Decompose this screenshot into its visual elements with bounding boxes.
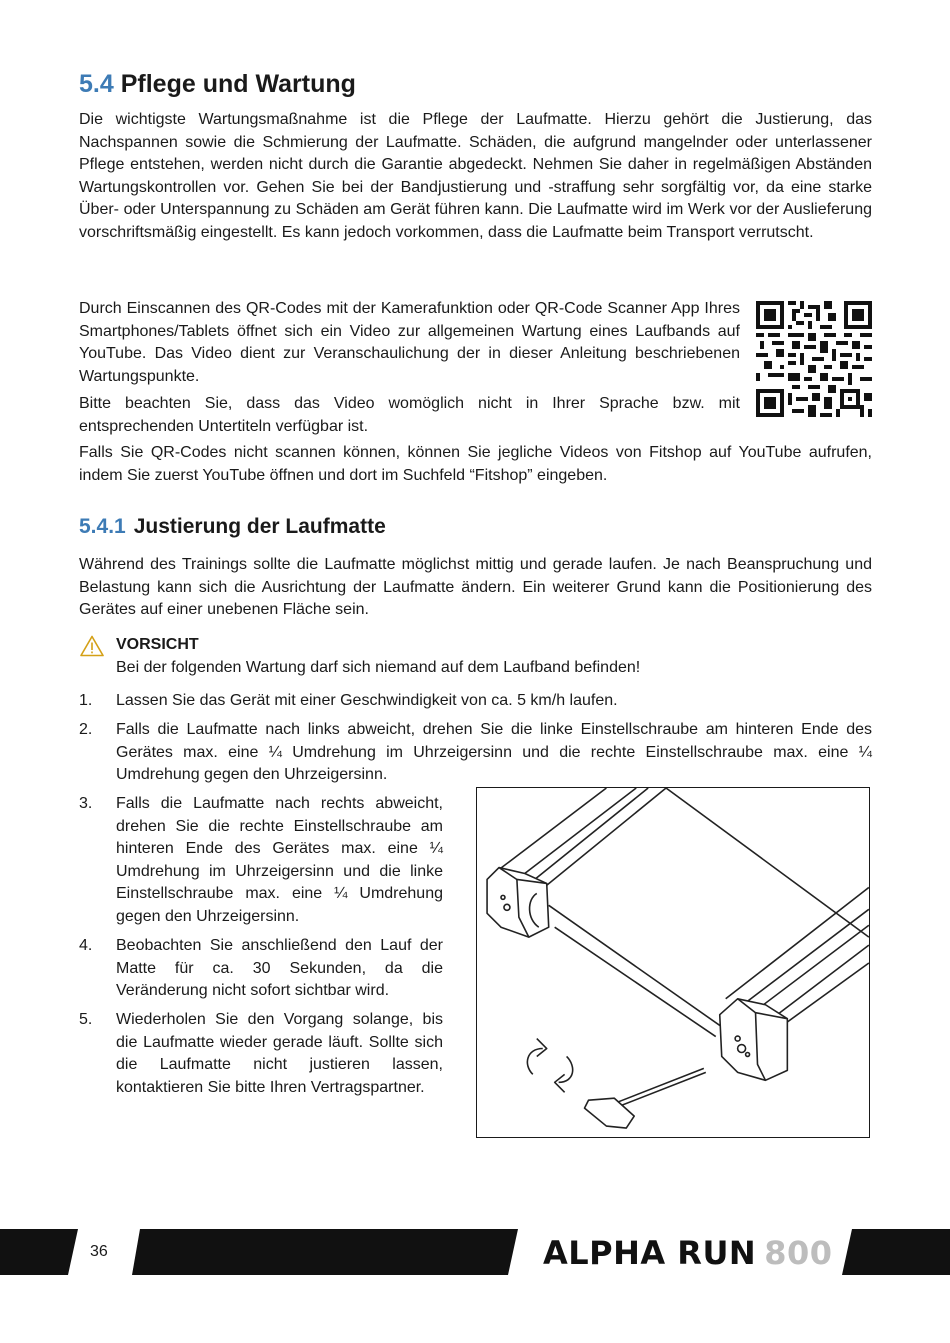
step-text: Falls die Laufmatte nach links abweicht, drehen Sie die linke Einstellschraube am hinteren Ende des Gerätes max. eine ¼ Umdrehung im Uhrzeigersinn und die rechte Einstellschraube max. eine ¼ Umdrehung gegen den Uhrzeigersinn. [116, 721, 872, 784]
step-number: 1. [79, 692, 93, 709]
step-text: Wiederholen Sie den Vorgang solange, bis die Laufmatte wieder gerade läuft. Sollte sich die Laufmatte nicht justieren lassen, kontaktieren Sie bitte Ihren Vertragspartner. [116, 1011, 443, 1096]
step-text: Beobachten Sie anschließend den Lauf der Matte für ca. 30 Sekunden, da die Veränderung nicht sofort sichtbar wird. [116, 937, 443, 1000]
step-number: 4. [79, 937, 93, 954]
warning-text: Bei der folgenden Wartung darf sich niemand auf dem Laufband befinden! [116, 659, 641, 676]
treadmill-drawing [477, 788, 869, 1137]
brand-name: ALPHA RUN [543, 1234, 757, 1272]
step-number: 2. [79, 721, 93, 738]
subsection-intro: Während des Trainings sollte die Laufmatte möglichst mittig und gerade laufen. Je nach Beanspruchung und Belastung kann sich die Ausrichtung der Laufmatte ändern. Ein weiterer Grund kann die Positionierung des Gerätes auf einer unebenen Fläche sein. [79, 556, 872, 619]
warning-title: VORSICHT [116, 636, 199, 653]
treadmill-adjustment-illustration [476, 787, 870, 1138]
step-number: 3. [79, 795, 93, 812]
step-number: 5. [79, 1011, 93, 1028]
qr-instructions: Durch Einscannen des QR-Codes mit der Kamerafunktion oder QR-Code Scanner App Ihres Smartphones/Tablets öffnet sich ein Video zur allgemeinen Wartung eines Laufbands auf YouTube. Das Video dient zur Veranschaulichung der in dieser Anleitung beschriebenen Wartungspunkte. [79, 300, 740, 385]
section-intro: Die wichtigste Wartungsmaßnahme ist die Pflege der Laufmatte. Hierzu gehört die Justierung, das Nachspannen sowie die Schmierung der Laufmatte. Schäden, die aufgrund mangelnder oder unterlassener Pflege entstehen, werden nicht durch die Garantie abgedeckt. Nehmen Sie daher in regelmäßigen Abständen Wartungskontrollen vor. Gehen Sie bei der Bandjustierung und -straffung sehr sorgfältig vor, da eine starke Über- oder Unterspannung zu Schäden am Gerät führen kann. Die Laufmatte wird im Werk vor der Auslieferung vorschriftsmäßig eingestellt. Es kann jedoch vorkommen, dass die Laufmatte beim Transport verrutscht. [79, 111, 872, 241]
subsection-heading [79, 515, 386, 539]
subsection-number: 5.4.1 [79, 515, 126, 538]
step-text: Lassen Sie das Gerät mit einer Geschwindigkeit von ca. 5 km/h laufen. [116, 692, 618, 709]
product-brand [543, 1233, 833, 1273]
section-title: Pflege und Wartung [120, 70, 356, 98]
section-heading [79, 70, 356, 99]
warning-triangle-icon [80, 635, 104, 657]
qr-code[interactable] [756, 301, 872, 417]
fallback-note: Falls Sie QR-Codes nicht scannen können, können Sie jegliche Videos von Fitshop auf YouTube aufrufen, indem Sie zuerst YouTube öffnen und dort im Suchfeld “Fitshop” eingeben. [79, 444, 872, 484]
brand-model: 800 [764, 1234, 833, 1272]
language-note: Bitte beachten Sie, dass das Video womöglich nicht in Ihrer Sprache bzw. mit entsprechenden Untertiteln verfügbar ist. [79, 395, 740, 435]
section-number: 5.4 [79, 70, 114, 98]
subsection-title: Justierung der Laufmatte [133, 515, 386, 538]
page-number: 36 [90, 1243, 108, 1260]
step-text: Falls die Laufmatte nach rechts abweicht, drehen Sie die rechte Einstellschraube am hinteren Ende des Gerätes max. eine ¼ Umdrehung im Uhrzeigersinn und die linke Einstellschraube max. eine ¼ Umdrehung gegen den Uhrzeigersinn. [116, 795, 443, 925]
